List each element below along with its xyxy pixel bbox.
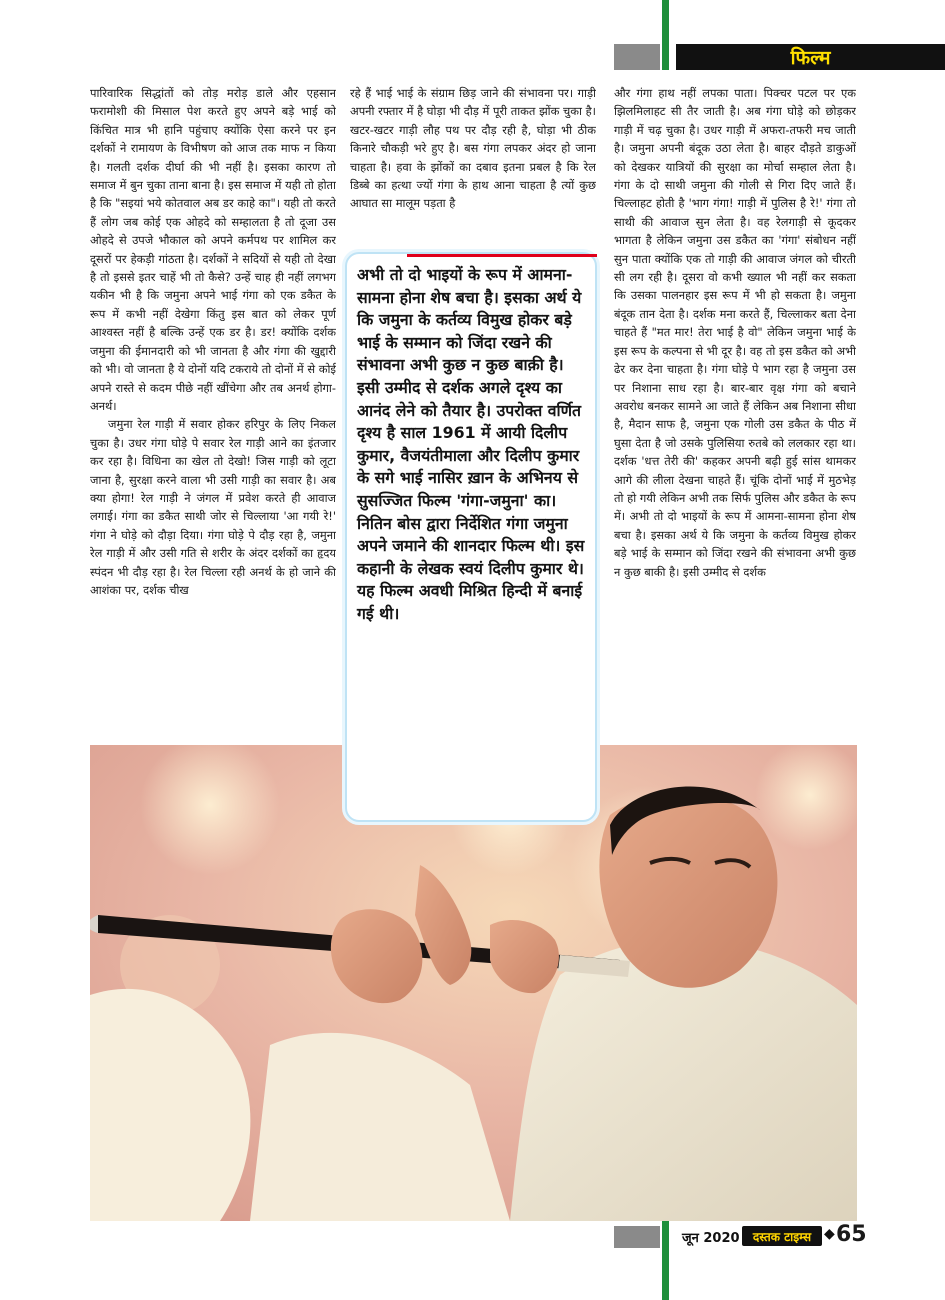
- section-tab: [676, 44, 945, 70]
- page-number: 65: [836, 1222, 867, 1247]
- paragraph: जमुना रेल गाड़ी में सवार होकर हरिपुर के लिए निकल चुका है। उधर गंगा घोड़े पे सवार रेल गाड़ी आने का इंतजार कर रहा है। विधिना का खेल तो देखो! जिस गाड़ी को लूटा जाना है, सुरक्षा करने वाला भी उसी गाड़ी का सवार है। अब क्या होगा! रेल गाड़ी ने जंगल में प्रवेश करते ही आवाज लगाई। गंगा का डकैत साथी जोर से चिल्लाया 'आ गयी रे!' गंगा ने घोड़े को दौड़ा दिया। गंगा घोड़े पे दौड़ रहा है, जमुना रेल गाड़ी में और उसी गति से शरीर के अंदर दर्शकों का हृदय स्पंदन भी दौड़ रहा है। रेल चिल्ला रही अनर्थ के हो जाने की आशंका पर, दर्शक चीख: [90, 417, 336, 597]
- issue-date: जून 2020: [682, 1231, 740, 1246]
- diamond-icon: ◆: [824, 1226, 835, 1242]
- top-green-bar: [662, 0, 669, 70]
- magazine-logo: दस्तक टाइम्स: [742, 1226, 822, 1246]
- bottom-grey-block: [614, 1226, 660, 1248]
- bottom-green-bar: [662, 1221, 669, 1300]
- section-title: फिल्म: [790, 47, 831, 69]
- article-column-right: [614, 84, 856, 734]
- paragraph: पारिवारिक सिद्धांतों को तोड़ मरोड़ डाले और एहसान फरामोशी की मिसाल पेश करते हुए अपने बड़े भाई को किंचित मात्र भी हानि पहुंचाए क्योंकि ऐसा करने पर इन दर्शकों ने रामायण के विभीषण को आज तक माफ न किया है। गलती दर्शक दीर्घा की भी नहीं है। इसका कारण तो समाज में बुन चुका ताना बाना है। इस समाज में यही तो होता है कि "सइयां भये कोतवाल अब डर काहे का"। यही तो करते हैं लोग जब कोई एक ओहदे को सम्हालता है तो दूजा उस ओहदे से उपजे भौकाल को अपने कर्मपथ पर शामिल कर दूसरों पर हेकड़ी गांठता है। दर्शकों ने सदियों से यही तो देखा है तो इससे इतर चाहें भी तो कैसे? उन्हें चाह ही नहीं लगभग यकीन भी है कि जमुना अपने भाई गंगा को एक डकैत के रूप में कभी नहीं देखेगा किंतु इस बात को लेकर पूर्ण आश्वस्त नहीं है बल्कि उन्हें एक डर है। डर! क्योंकि दर्शक जमुना की ईमानदारी को भी जानता है और गंगा की खुद्दारी को भी। वो जानता है ये दोनों यदि टकराये तो दोनों में से कोई अपने रास्ते से कदम पीछे नहीं खींचेगा और तब अनर्थ होगा-अनर्थ।: [90, 86, 336, 413]
- pull-quote-text: अभी तो दो भाइयों के रूप में आमना-सामना होना शेष बचा है। इसका अर्थ ये कि जमुना के कर्तव्य विमुख होकर बड़े भाई के सम्मान को जिंदा रखने की संभावना अभी कुछ न कुछ बाक़ी है। इसी उम्मीद से दर्शक अगले दृश्य का आनंद लेने को तैयार है। उपरोक्त वर्णित दृश्य है साल 1961 में आयी दिलीप कुमार, वैजयंतीमाला और दिलीप कुमार के सगे भाई नासिर ख़ान के अभिनय से सुसज्जित फिल्म 'गंगा-जमुना' का। नितिन बोस द्वारा निर्देशित गंगा जमुना अपने जमाने की शानदार फिल्म थी। इस कहानी के लेखक स्वयं दिलीप कुमार थे। यह फिल्म अवधी मिश्रित हिन्दी में बनाई गई थी।: [357, 265, 585, 623]
- pull-quote-box: [345, 252, 597, 822]
- paragraph: रहे हैं भाई भाई के संग्राम छिड़ जाने की संभावना पर। गाड़ी अपनी रफ्तार में है घोड़ा भी दौड़ में पूरी ताकत झोंक चुका है। खटर-खटर गाड़ी लौह पथ पर दौड़ रही है, घोड़ा भी ठीक किनारे चौकड़ी भरे हुए है। बस गंगा लपकर अंदर हो जाना चाहता है। हवा के झोंकों का दबाव इतना प्रबल है कि रेल डिब्बे का हत्था ज्यों गंगा के हाथ आना चाहता है त्यों कुछ आघात सा मालूम पड़ता है: [350, 86, 596, 211]
- article-column-left: [90, 84, 336, 738]
- top-grey-block: [614, 44, 660, 70]
- paragraph: और गंगा हाथ नहीं लपका पाता। पिक्चर पटल पर एक झिलमिलाहट सी तैर जाती है। अब गंगा घोड़े को छोड़कर गाड़ी में चढ़ चुका है। उधर गाड़ी में अफरा-तफरी मच जाती है। जमुना अपनी बंदूक उठा लेता है। बाहर दौड़ते डाकुओं को देखकर यात्रियों की सुरक्षा का मोर्चा सम्हाल लेता है। गंगा के दो साथी जमुना की गोली से गिरा दिए जाते हैं। चिल्लाहट होती है 'भाग गंगा! गाड़ी में पुलिस है रे!' गंगा तो साथी की आवाज सुन लेता है। वह रेलगाड़ी से कूदकर भागता है लेकिन जमुना उस डकैत का 'गंगा' संबोधन नहीं सुन पाता क्योंकि एक तो गाड़ी की आवाज जंगल को चीरती सी लग रही है। दूसरा वो कभी ख्याल भी नहीं कर सकता कि उसका पालनहार इस रूप में भी हो सकता है। जमुना बंदूक तान देता है। दर्शक मना करते हैं, चिल्लाकर बता देना चाहते हैं "मत मार! तेरा भाई है वो" लेकिन जमुना भाई के इस रूप के कल्पना से भी दूर है। वह तो इस डकैत को अभी ढेर कर देना चाहता है। गंगा घोड़े पे भाग रहा है जमुना उस पर निशाना साध रहा है। बार-बार वृक्ष गंगा को बचाने अवरोध बनकर सामने आ जाते हैं लेकिन अब निशाना सीधा है, मैदान साफ है, जमुना एक गोली उस डकैत के पीठ में घुसा देता है जो उसके पुलिसिया रुतबे को ललकार रहा था। दर्शक 'धत्त तेरी की' कहकर अपनी बढ़ी हुई सांस थामकर आगे की लीला देखना चाहते हैं। चूंकि दोनों भाई में मुठभेड़ तो हो गयी लेकिन अभी तक सिर्फ पुलिस और डकैत के रूप में। अभी तो दो भाइयों के रूप में आमना-सामना होना शेष बचा है। इसका अर्थ ये कि जमुना के कर्तव्य विमुख होकर बड़े भाई के सम्मान को जिंदा रखने की संभावना अभी कुछ न कुछ बाकी है। इसी उम्मीद से दर्शक: [614, 86, 856, 579]
- pull-quote-accent-line: [407, 254, 597, 257]
- article-column-middle: [350, 84, 596, 244]
